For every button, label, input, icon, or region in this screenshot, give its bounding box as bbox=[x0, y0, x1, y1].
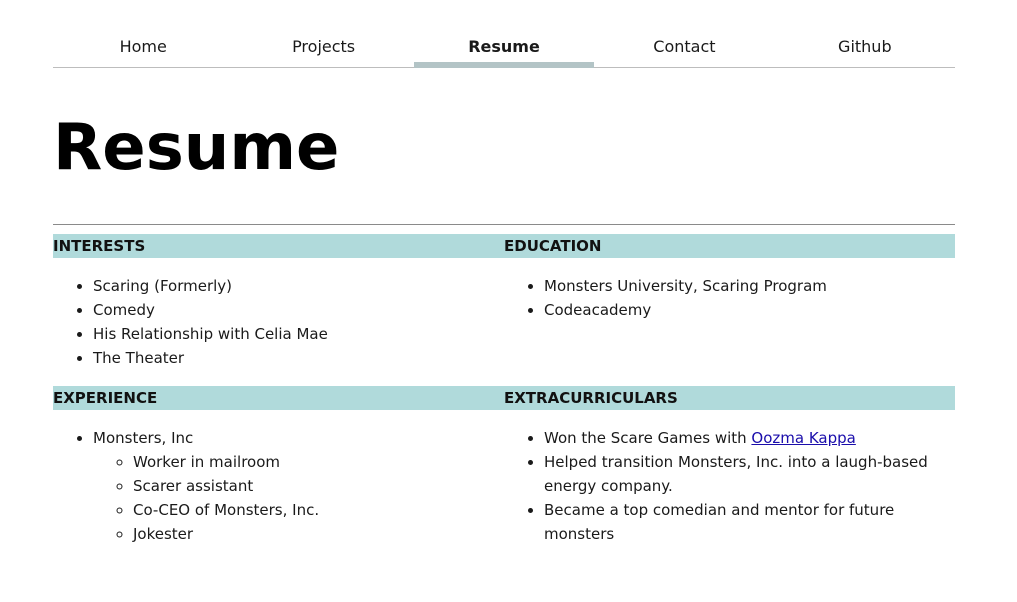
title-divider bbox=[53, 224, 955, 225]
nav-home-link[interactable]: Home bbox=[119, 37, 167, 56]
list-item: • Scaring (Formerly) bbox=[93, 274, 504, 298]
list-item: • Comedy bbox=[93, 298, 504, 322]
experience-list bbox=[53, 426, 504, 546]
list-item: ◦ Co-CEO of Monsters, Inc. bbox=[133, 498, 504, 522]
page-title: Resume bbox=[53, 111, 340, 185]
main-nav bbox=[53, 30, 955, 68]
oozma-kappa-link[interactable]: Oozma Kappa bbox=[751, 429, 856, 447]
extracurriculars-section bbox=[504, 386, 955, 546]
extracurriculars-list bbox=[504, 426, 955, 546]
employer-label: Monsters, Inc bbox=[93, 429, 194, 447]
extracurriculars-heading: EXTRACURRICULARS bbox=[504, 386, 955, 410]
education-list bbox=[504, 274, 955, 322]
list-item: • Became a top comedian and mentor for future monsters bbox=[544, 498, 955, 546]
list-item: • Monsters University, Scaring Program bbox=[544, 274, 955, 298]
interests-list bbox=[53, 274, 504, 370]
interests-heading: INTERESTS bbox=[53, 234, 504, 258]
list-item: ◦ Worker in mailroom bbox=[133, 450, 504, 474]
experience-heading: EXPERIENCE bbox=[53, 386, 504, 410]
experience-sublist bbox=[93, 450, 504, 546]
list-item: ◦ Scarer assistant bbox=[133, 474, 504, 498]
list-item: • Helped transition Monsters, Inc. into a laugh-based energy company. bbox=[544, 450, 955, 498]
nav-contact-link[interactable]: Contact bbox=[653, 37, 716, 56]
education-heading: EDUCATION bbox=[504, 234, 955, 258]
list-item: • The Theater bbox=[93, 346, 504, 370]
list-item: ◦ Jokester bbox=[133, 522, 504, 546]
list-item-text: Won the Scare Games with bbox=[544, 429, 752, 447]
nav-projects-link[interactable]: Projects bbox=[292, 37, 356, 56]
nav-github-link[interactable]: Github bbox=[838, 37, 892, 56]
education-section bbox=[504, 234, 955, 322]
list-item bbox=[93, 426, 504, 546]
interests-section bbox=[53, 234, 504, 370]
nav-resume-link[interactable]: Resume bbox=[414, 30, 594, 67]
list-item bbox=[544, 426, 955, 450]
list-item: • His Relationship with Celia Mae bbox=[93, 322, 504, 346]
list-item: • Codeacademy bbox=[544, 298, 955, 322]
experience-section bbox=[53, 386, 504, 546]
